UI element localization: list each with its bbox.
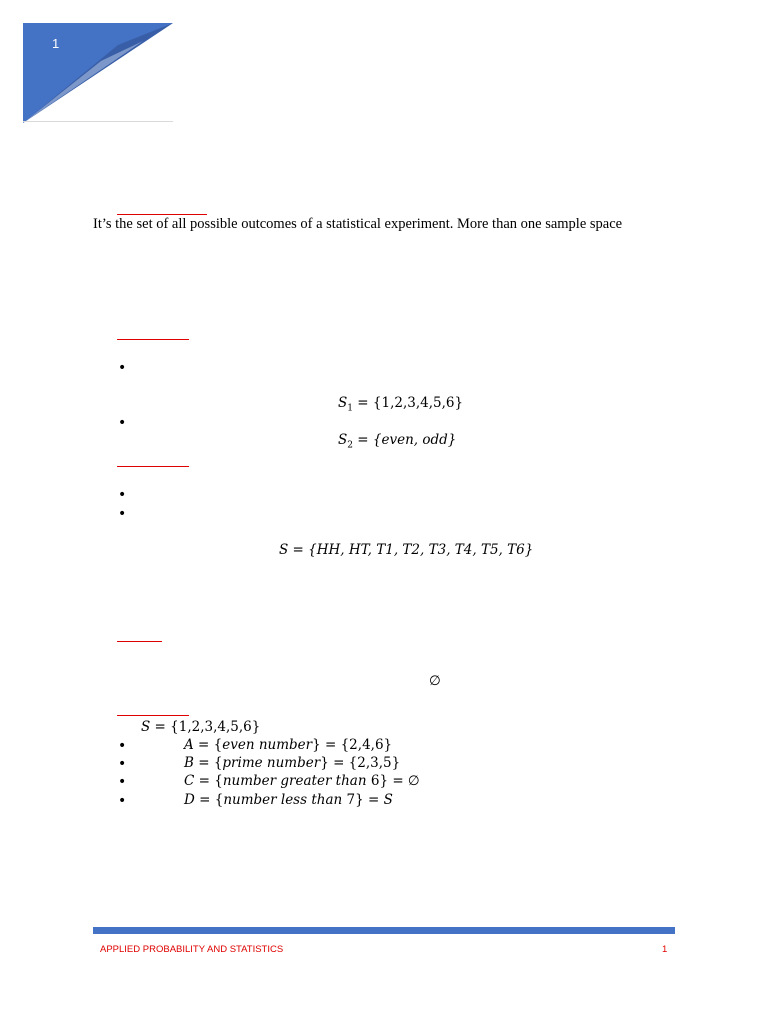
equation-event-d: D = {number less than 7} = S — [184, 792, 393, 808]
corner-page-number: 1 — [52, 36, 60, 51]
equation-event-b: B = {prime number} = {2,3,5} — [184, 755, 401, 771]
equation-event-b-value: {2,3,5} — [348, 755, 401, 771]
heading-underline-example-2 — [117, 466, 189, 467]
footer-title: APPLIED PROBABILITY AND STATISTICS — [100, 944, 284, 955]
footer-page-number: 1 — [662, 944, 668, 955]
bullet: • — [118, 415, 127, 431]
equation-s1-value: {1,2,3,4,5,6} — [372, 395, 464, 411]
heading-underline-sample-space — [117, 214, 207, 215]
heading-underline-empty-set — [117, 641, 162, 642]
sample-space-definition: It’s the set of all possible outcomes of a statistical experiment. More than one sample space — [93, 216, 623, 232]
footer-accent-bar — [93, 927, 675, 934]
bullet: • — [118, 506, 127, 522]
bullet: • — [118, 738, 127, 754]
heading-underline-events — [117, 715, 189, 716]
equation-event-a: A = {even number} = {2,4,6} — [184, 737, 393, 753]
equation-s2: $S_2$ = {even, odd} — [338, 432, 457, 451]
bullet: • — [118, 793, 127, 809]
equation-events-s: S = {1,2,3,4,5,6} — [141, 719, 261, 735]
corner-divider — [23, 121, 173, 122]
heading-underline-example-1 — [117, 339, 189, 340]
equation-s-coin-die-value: {HH, HT, T1, T2, T3, T4, T5, T6} — [308, 542, 534, 558]
equation-event-a-value: {2,4,6} — [340, 737, 393, 753]
empty-set-symbol: ∅ — [429, 673, 441, 689]
bullet: • — [118, 774, 127, 790]
equation-event-c: C = {number greater than 6} = ∅ — [184, 773, 420, 789]
bullet: • — [118, 487, 127, 503]
equation-events-s-value: {1,2,3,4,5,6} — [170, 719, 261, 735]
bullet: • — [118, 756, 127, 772]
equation-s2-value: {even, odd} — [372, 432, 457, 448]
equation-s-coin-die: S = {HH, HT, T1, T2, T3, T4, T5, T6} — [279, 542, 534, 558]
corner-decoration — [23, 23, 173, 123]
bullet: • — [118, 360, 127, 376]
equation-s1: $S_1 = \{1,2,3,4,5,6\}$ — [338, 395, 464, 414]
